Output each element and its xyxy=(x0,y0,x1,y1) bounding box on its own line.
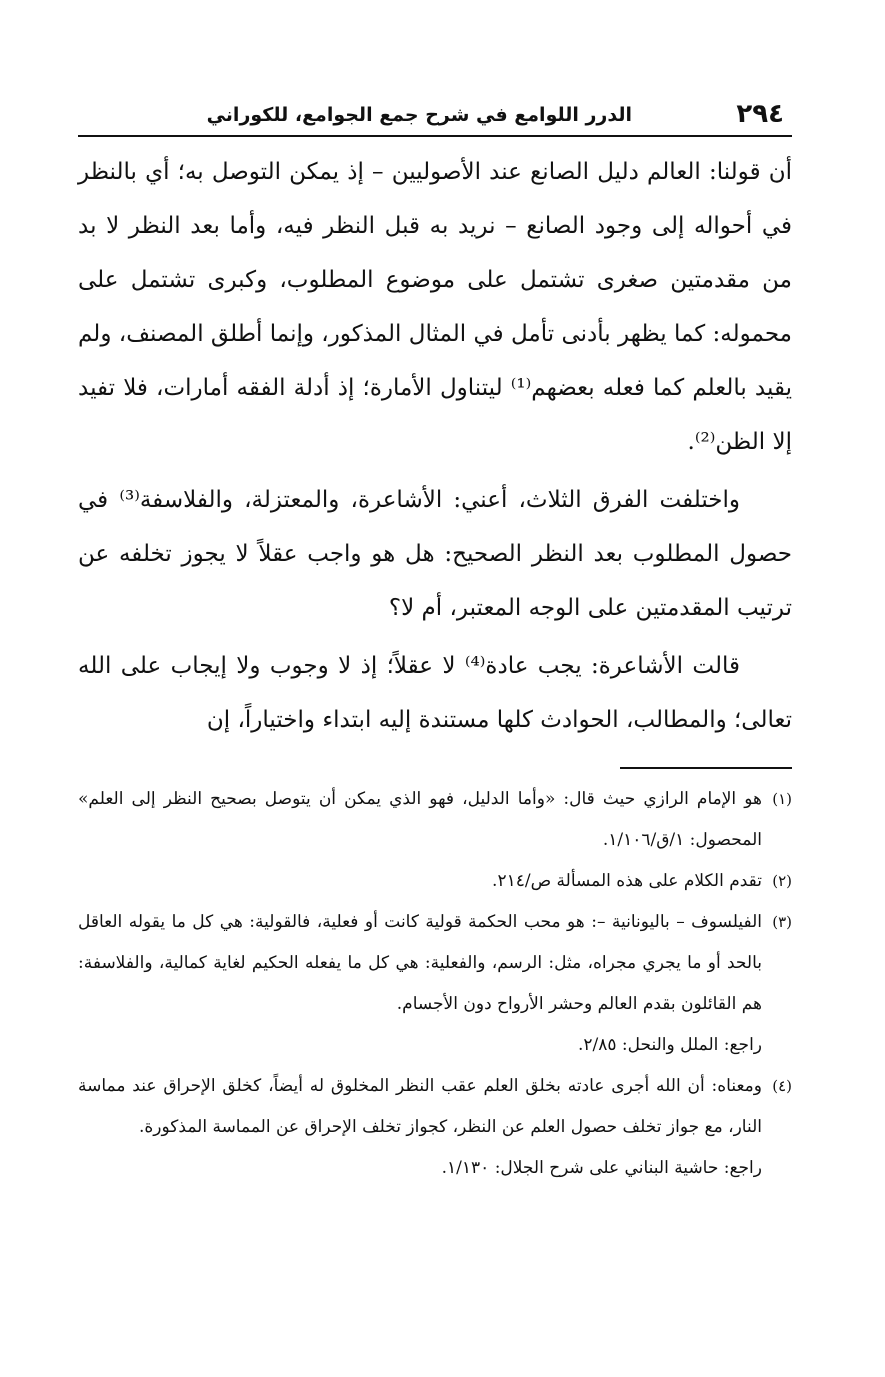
footnote-reference: راجع: حاشية البناني على شرح الجلال: ١/١٣٠. xyxy=(441,1158,762,1178)
footnote-item xyxy=(78,902,792,1025)
footnote-text: هو الإمام الرازي حيث قال: «وأما الدليل، فهو الذي يمكن أن يتوصل بصحيح النظر إلى العلم» المحصول: ١/ق/١/١٠٦. xyxy=(78,789,762,850)
footnote-text: ومعناه: أن الله أجرى عادته بخلق العلم عقب النظر المخلوق له أيضاً، كخلق الإحراق عند مماسة النار، مع جواز تخلف حصول العلم عن النظر، كجواز تخلف الإحراق عن المماسة المذكورة. xyxy=(78,1076,762,1137)
footnote-number: (٢) xyxy=(772,872,792,890)
book-page xyxy=(78,95,792,1189)
paragraph: قالت الأشاعرة: يجب عادة⁽⁴⁾ لا عقلاً؛ إذ لا وجوب ولا إيجاب على الله تعالى؛ والمطالب، الحوادث كلها مستندة إليه ابتداء واختياراً، إن xyxy=(78,653,792,733)
book-title: الدرر اللوامع في شرح جمع الجوامع، للكوراني xyxy=(206,104,632,126)
footnotes xyxy=(78,779,792,1189)
footnote-text: الفيلسوف – باليونانية –: هو محب الحكمة قولية كانت أو فعلية، فالقولية: هي كل ما يقوله العاقل بالحد أو ما يجري مجراه، مثل: الرسم، والفعلية: هي كل ما يفعله الحكيم لغاية كمالية، والفلاسفة: هم القائلون بقدم العالم وحشر الأرواح دون الأجسام. xyxy=(78,912,762,1014)
footnote-item xyxy=(78,1066,792,1148)
footnote-divider xyxy=(620,767,792,769)
running-header xyxy=(78,95,792,137)
footnote-reference: راجع: الملل والنحل: ٢/٨٥. xyxy=(577,1035,762,1055)
paragraph: أن قولنا: العالم دليل الصانع عند الأصوليين – إذ يمكن التوصل به؛ أي بالنظر في أحواله إلى وجود الصانع – نريد به قبل النظر فيه، وأما بعد النظر لا بد من مقدمتين صغرى تشتمل على موضوع المطلوب، وكبرى تشتمل على محموله: كما يظهر بأدنى تأمل في المثال المذكور، وإنما أطلق المصنف، ولم يقيد بالعلم كما فعله بعضهم⁽¹⁾ ليتناول الأمارة؛ إذ أدلة الفقه أمارات، فلا تفيد إلا الظن⁽²⁾. xyxy=(78,159,792,455)
footnote-number: (١) xyxy=(772,790,792,808)
page-number: ٢٩٤ xyxy=(736,99,784,129)
footnote-number: (٤) xyxy=(772,1077,792,1095)
main-text xyxy=(78,145,792,747)
footnote-item xyxy=(78,779,792,861)
paragraph: واختلفت الفرق الثلاث، أعني: الأشاعرة، والمعتزلة، والفلاسفة⁽³⁾ في حصول المطلوب بعد النظر الصحيح: هل هو واجب عقلاً لا يجوز تخلفه عن ترتيب المقدمتين على الوجه المعتبر، أم لا؟ xyxy=(78,487,792,621)
footnote-item xyxy=(78,861,792,902)
footnote-text: تقدم الكلام على هذه المسألة ص/٢١٤. xyxy=(492,871,762,891)
footnote-number: (٣) xyxy=(772,913,792,931)
